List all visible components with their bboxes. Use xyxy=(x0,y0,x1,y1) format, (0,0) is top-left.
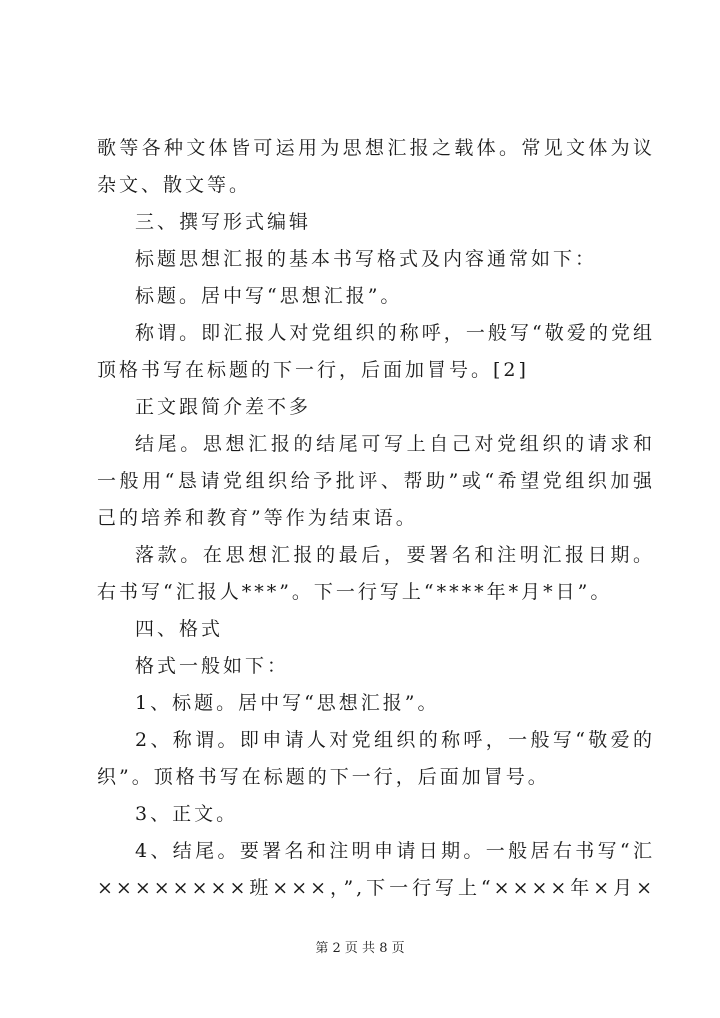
page-number-footer: 第 2 页 共 8 页 xyxy=(315,941,405,956)
paragraph-line: 1、标题。居中写“思想汇报”。 xyxy=(135,692,440,714)
paragraph-line: 织”。顶格书写在标题的下一行，后面加冒号。 xyxy=(97,766,550,788)
paragraph-line: 2、称谓。即申请人对党组织的称呼，一般写“敬爱的 xyxy=(135,729,655,751)
paragraph-line: 标题。居中写“思想汇报”。 xyxy=(135,285,403,307)
paragraph-line: ××××××××班×××，”,下一行写上“××××年×月× xyxy=(97,877,655,899)
paragraph-line: 歌等各种文体皆可运用为思想汇报之载体。常见文体为议 xyxy=(97,137,655,159)
paragraph-line: 右书写“汇报人***”。下一行写上“****年*月*日”。 xyxy=(97,581,613,603)
paragraph-line: 落款。在思想汇报的最后，要署名和注明汇报日期。 xyxy=(135,544,655,566)
paragraph-line: 4、结尾。要署名和注明申请日期。一般居右书写“汇 xyxy=(135,840,655,862)
section-heading: 三、撰写形式编辑 xyxy=(135,211,312,233)
paragraph-line: 正文跟简介差不多 xyxy=(135,396,312,418)
paragraph-line: 一般用“恳请党组织给予批评、帮助”或“希望党组织加强 xyxy=(97,470,655,492)
paragraph-line: 顶格书写在标题的下一行，后面加冒号。[2] xyxy=(97,359,529,381)
paragraph-line: 3、正文。 xyxy=(135,803,239,825)
section-heading: 四、格式 xyxy=(135,618,224,640)
paragraph-line: 标题思想汇报的基本书写格式及内容通常如下： xyxy=(135,248,598,270)
paragraph-line: 己的培养和教育”等作为结束语。 xyxy=(97,507,418,529)
paragraph-line: 格式一般如下： xyxy=(135,655,290,677)
paragraph-line: 称谓。即汇报人对党组织的称呼，一般写“敬爱的党组 xyxy=(135,322,655,344)
paragraph-line: 杂文、散文等。 xyxy=(97,174,252,196)
paragraph-line: 结尾。思想汇报的结尾可写上自己对党组织的请求和 xyxy=(135,433,655,455)
